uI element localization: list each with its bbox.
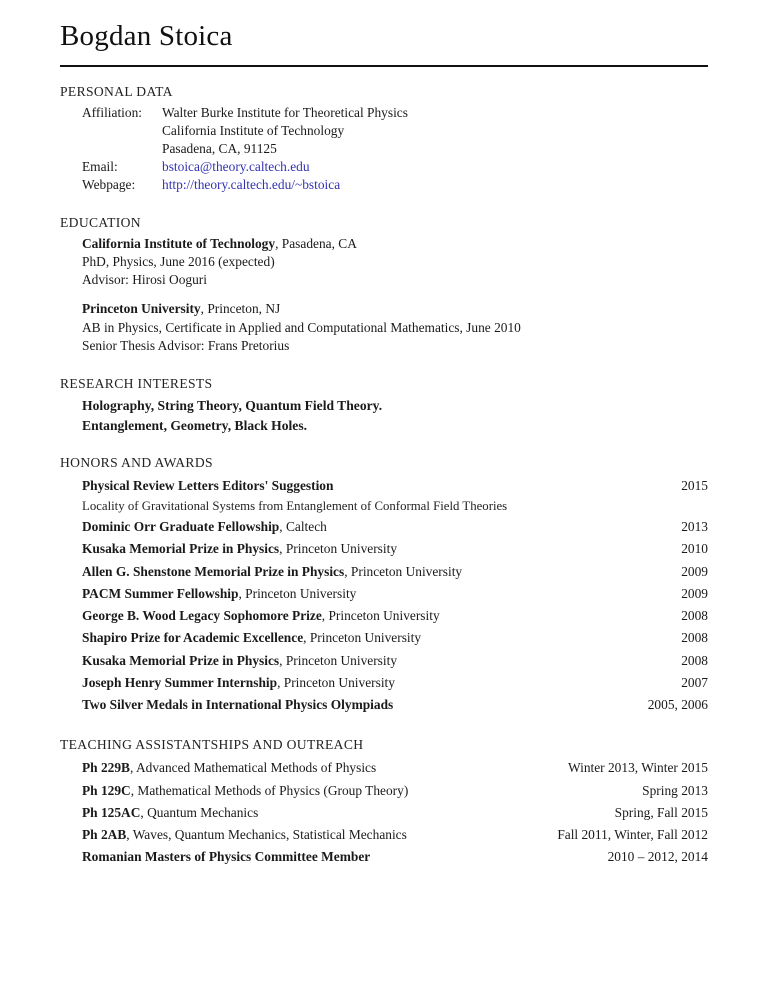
teaching-term: Fall 2011, Winter, Fall 2012: [557, 827, 708, 843]
cv-content: [60, 0, 708, 869]
teaching-row: [82, 757, 708, 779]
honor-date: 2009: [681, 563, 708, 579]
personal-data-row: [82, 140, 708, 158]
webpage-link[interactable]: http://theory.caltech.edu/~bstoica: [162, 176, 341, 192]
page-title: Bogdan Stoica: [60, 20, 233, 52]
education-degree: PhD, Physics, June 2016 (expected): [82, 253, 275, 269]
honor-title: Two Silver Medals in International Physics Olympiads: [82, 697, 394, 713]
honor-detail: , Caltech: [279, 519, 327, 535]
teaching-course-name: , Advanced Mathematical Methods of Physics: [130, 760, 377, 776]
honor-title: Dominic Orr Graduate Fellowship: [82, 519, 280, 535]
honor-detail: , Princeton University: [277, 674, 395, 690]
honor-title: Physical Review Letters Editors' Suggestion: [82, 478, 334, 494]
education-degree: AB in Physics, Certificate in Applied and Computational Mathematics, June 2010: [82, 319, 521, 335]
honor-title: PACM Summer Fellowship: [82, 585, 239, 601]
honors-list: [82, 475, 708, 716]
section-honors-and-awards: [60, 455, 708, 716]
webpage-label: Webpage:: [82, 176, 136, 192]
teaching-row: [82, 780, 708, 802]
honor-date: 2005, 2006: [647, 697, 708, 713]
education-location: , Princeton, NJ: [200, 301, 281, 317]
honor-date: 2013: [681, 519, 708, 535]
honor-row: [82, 475, 708, 497]
section-heading-research-interests: RESEARCH INTERESTS: [60, 376, 213, 392]
honor-detail: , Princeton University: [321, 608, 440, 624]
honor-detail: , Princeton University: [279, 652, 398, 668]
honor-date: 2009: [681, 585, 708, 601]
section-heading-education: EDUCATION: [60, 214, 141, 230]
teaching-term: Spring 2013: [642, 782, 708, 798]
teaching-course-name: , Quantum Mechanics: [140, 804, 259, 820]
teaching-term: 2010 – 2012, 2014: [607, 849, 708, 865]
honor-row: [82, 672, 708, 694]
honor-title-group: [82, 605, 681, 627]
teaching-row: [82, 846, 708, 868]
teaching-term: Spring, Fall 2015: [614, 804, 708, 820]
personal-data-value: Walter Burke Institute for Theoretical Physics: [162, 104, 408, 120]
honor-title: Joseph Henry Summer Internship: [82, 674, 278, 690]
honor-date: 2015: [681, 478, 708, 494]
education-advisor: Advisor: Hirosi Ooguri: [82, 272, 207, 288]
teaching-term: Winter 2013, Winter 2015: [568, 760, 708, 776]
research-interest-line: Holography, String Theory, Quantum Field Theory.: [82, 398, 383, 414]
education-entry: [82, 300, 708, 355]
honor-date: 2008: [681, 630, 708, 646]
honor-detail: , Princeton University: [238, 585, 357, 601]
education-entry-header: [82, 300, 708, 318]
honor-title: George B. Wood Legacy Sophomore Prize: [82, 608, 322, 624]
section-heading-personal-data: PERSONAL DATA: [60, 84, 173, 99]
personal-data-value: Pasadena, CA, 91125: [162, 140, 277, 156]
honor-title-group: [82, 672, 681, 694]
personal-data-label: [82, 122, 162, 140]
education-entry-header: [82, 235, 708, 253]
honor-row: [82, 561, 708, 583]
research-interest-line: Entanglement, Geometry, Black Holes.: [82, 418, 308, 434]
honor-row: [82, 650, 708, 672]
honor-date: 2010: [681, 541, 708, 557]
teaching-row: [82, 802, 708, 824]
honor-title: Allen G. Shenstone Memorial Prize in Physics: [82, 563, 345, 579]
honor-row: [82, 694, 708, 716]
honor-date: 2008: [681, 608, 708, 624]
teaching-title-group: [82, 846, 608, 868]
teaching-row: [82, 824, 708, 846]
section-personal-data: [60, 84, 708, 194]
personal-data-value: California Institute of Technology: [162, 122, 345, 138]
honor-detail: , Princeton University: [303, 630, 422, 646]
section-heading-honors-and-awards: HONORS AND AWARDS: [60, 455, 213, 471]
honor-title-group: [82, 583, 681, 605]
teaching-course-code: Ph 229B: [82, 760, 130, 776]
honor-title-group: [82, 561, 681, 583]
personal-data-list: [82, 104, 708, 194]
honor-detail: , Princeton University: [344, 563, 463, 579]
education-institution: Princeton University: [82, 301, 201, 317]
teaching-course-code: Ph 2AB: [82, 827, 127, 843]
teaching-title-group: [82, 802, 615, 824]
honor-title: Kusaka Memorial Prize in Physics: [82, 652, 280, 668]
teaching-course-name: , Waves, Quantum Mechanics, Statistical Mechanics: [126, 827, 407, 843]
teaching-course-code: Ph 129C: [82, 782, 131, 798]
personal-data-label: Affiliation:: [82, 104, 143, 120]
education-advisor: Senior Thesis Advisor: Frans Pretorius: [82, 337, 290, 353]
honor-title-group: [82, 475, 681, 497]
section-research-interests: [60, 376, 708, 436]
personal-data-row-webpage: [82, 176, 708, 194]
honor-title-group: [82, 516, 681, 538]
personal-data-row-email: [82, 158, 708, 176]
personal-data-row: [82, 122, 708, 140]
teaching-list: [82, 757, 708, 868]
teaching-course-name: , Mathematical Methods of Physics (Group Theory): [130, 782, 409, 798]
honor-title: Shapiro Prize for Academic Excellence: [82, 630, 304, 646]
honor-title: Kusaka Memorial Prize in Physics: [82, 541, 280, 557]
section-teaching: [60, 737, 708, 868]
section-heading-teaching: TEACHING ASSISTANTSHIPS AND OUTREACH: [60, 737, 364, 753]
honor-row: [82, 516, 708, 538]
teaching-title-group: [82, 824, 557, 846]
honor-row: [82, 538, 708, 560]
email-link[interactable]: bstoica@theory.caltech.edu: [162, 158, 310, 174]
honor-date: 2008: [681, 652, 708, 668]
email-label: Email:: [82, 158, 118, 174]
section-education: [60, 215, 708, 355]
honor-title-group: [82, 650, 681, 672]
education-institution: California Institute of Technology: [82, 235, 276, 251]
personal-data-row: [82, 104, 708, 122]
honor-row: [82, 627, 708, 649]
title-divider: [60, 65, 708, 67]
teaching-role: Romanian Masters of Physics Committee Member: [82, 849, 371, 865]
honor-title-group: [82, 538, 681, 560]
honor-row: [82, 605, 708, 627]
personal-data-label: [82, 140, 162, 158]
honor-subtitle: Locality of Gravitational Systems from Entanglement of Conformal Field Theories: [82, 499, 508, 514]
honor-title-group: [82, 694, 648, 716]
research-interests-list: [82, 396, 708, 436]
education-location: , Pasadena, CA: [275, 235, 357, 251]
honor-date: 2007: [681, 674, 708, 690]
education-entry: [82, 235, 708, 290]
honor-row: [82, 583, 708, 605]
teaching-title-group: [82, 757, 568, 779]
honor-title-group: [82, 627, 681, 649]
teaching-course-code: Ph 125AC: [82, 804, 141, 820]
honor-detail: , Princeton University: [279, 541, 398, 557]
teaching-title-group: [82, 780, 642, 802]
education-list: [82, 235, 708, 355]
